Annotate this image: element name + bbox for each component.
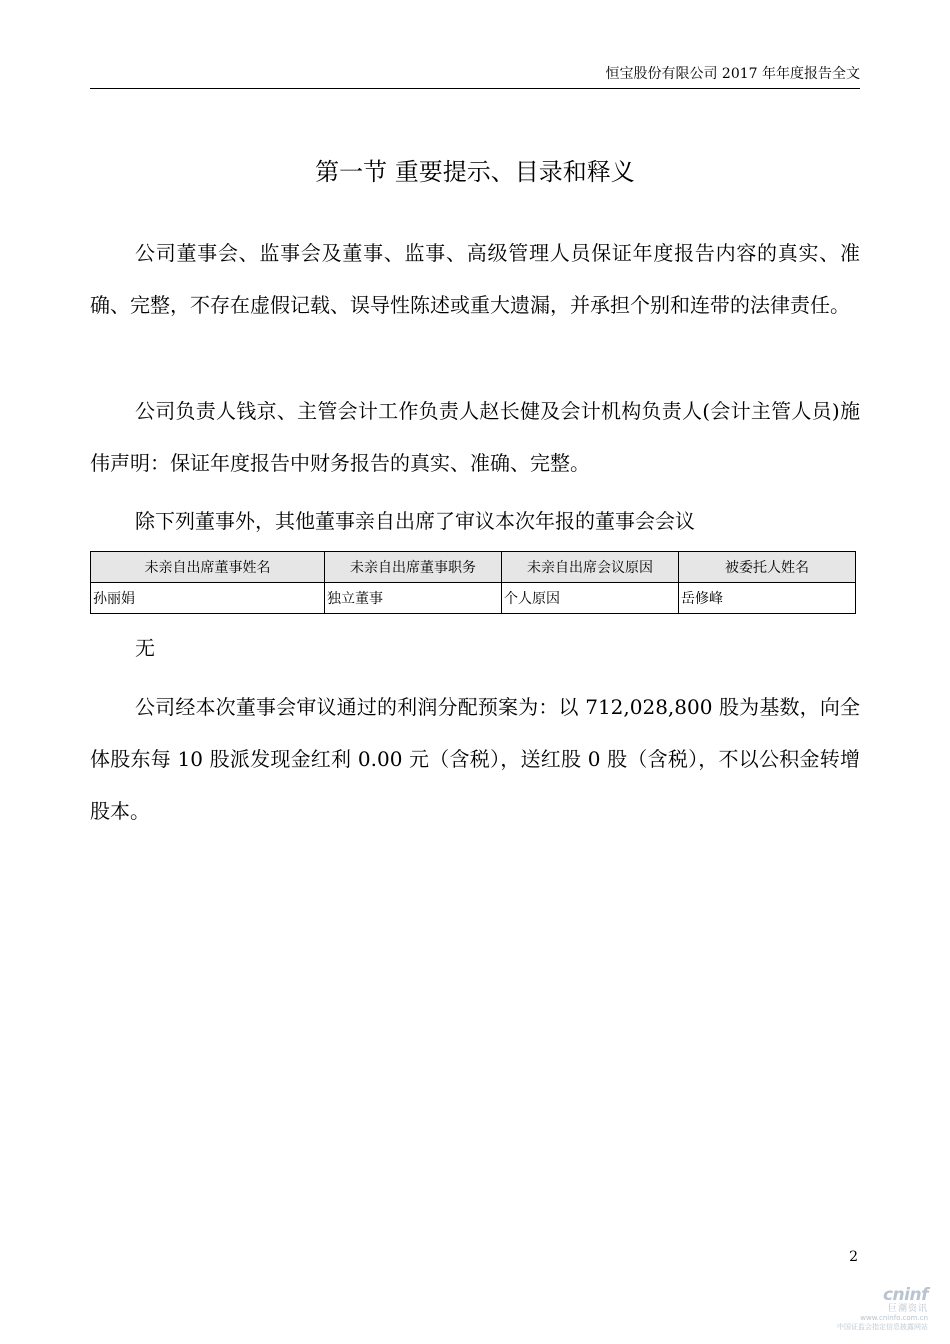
watermark-name: 巨潮资讯 bbox=[887, 1304, 928, 1314]
table-cell: 个人原因 bbox=[502, 583, 679, 614]
table-cell: 孙丽娟 bbox=[91, 583, 325, 614]
paragraph-absent-directors-intro: 除下列董事外，其他董事亲自出席了审议本次年报的董事会会议 bbox=[135, 509, 695, 533]
table-row bbox=[91, 583, 856, 614]
table-header-cell: 被委托人姓名 bbox=[679, 552, 856, 583]
paragraph-financial-statement-declaration: 公司负责人钱京、主管会计工作负责人赵长健及会计机构负责人(会计主管人员)施伟声明：保证年度报告中财务报告的真实、准确、完整。 bbox=[90, 399, 860, 475]
table-cell: 独立董事 bbox=[325, 583, 502, 614]
section-title: 第一节 重要提示、目录和释义 bbox=[315, 158, 635, 186]
paragraph-responsibility-statement: 公司董事会、监事会及董事、监事、高级管理人员保证年度报告内容的真实、准确、完整，不存在虚假记载、误导性陈述或重大遗漏，并承担个别和连带的法律责任。 bbox=[90, 241, 860, 317]
table-header-cell: 未亲自出席董事姓名 bbox=[91, 552, 325, 583]
table-header-row bbox=[91, 552, 856, 583]
none-note: 无 bbox=[135, 636, 155, 660]
page-number: 2 bbox=[849, 1249, 858, 1265]
paragraph-profit-distribution: 公司经本次董事会审议通过的利润分配预案为：以 712,028,800 股为基数，向全体股东每 10 股派发现金红利 0.00 元（含税），送红股 0 股（含税），不以公积金转增股本。 bbox=[90, 695, 860, 823]
watermark-url: www.cninfo.com.cn bbox=[860, 1314, 928, 1322]
watermark-full-name: 中国证监会指定信息披露网站 bbox=[837, 1323, 928, 1331]
table-cell: 岳修峰 bbox=[679, 583, 856, 614]
watermark-logo: cninf bbox=[882, 1285, 928, 1305]
running-header: 恒宝股份有限公司 2017 年年度报告全文 bbox=[605, 66, 860, 82]
header-rule bbox=[90, 88, 860, 89]
cninfo-watermark bbox=[818, 1286, 928, 1332]
table-header-cell: 未亲自出席董事职务 bbox=[325, 552, 502, 583]
absent-directors-table bbox=[90, 551, 856, 614]
table-header-cell: 未亲自出席会议原因 bbox=[502, 552, 679, 583]
